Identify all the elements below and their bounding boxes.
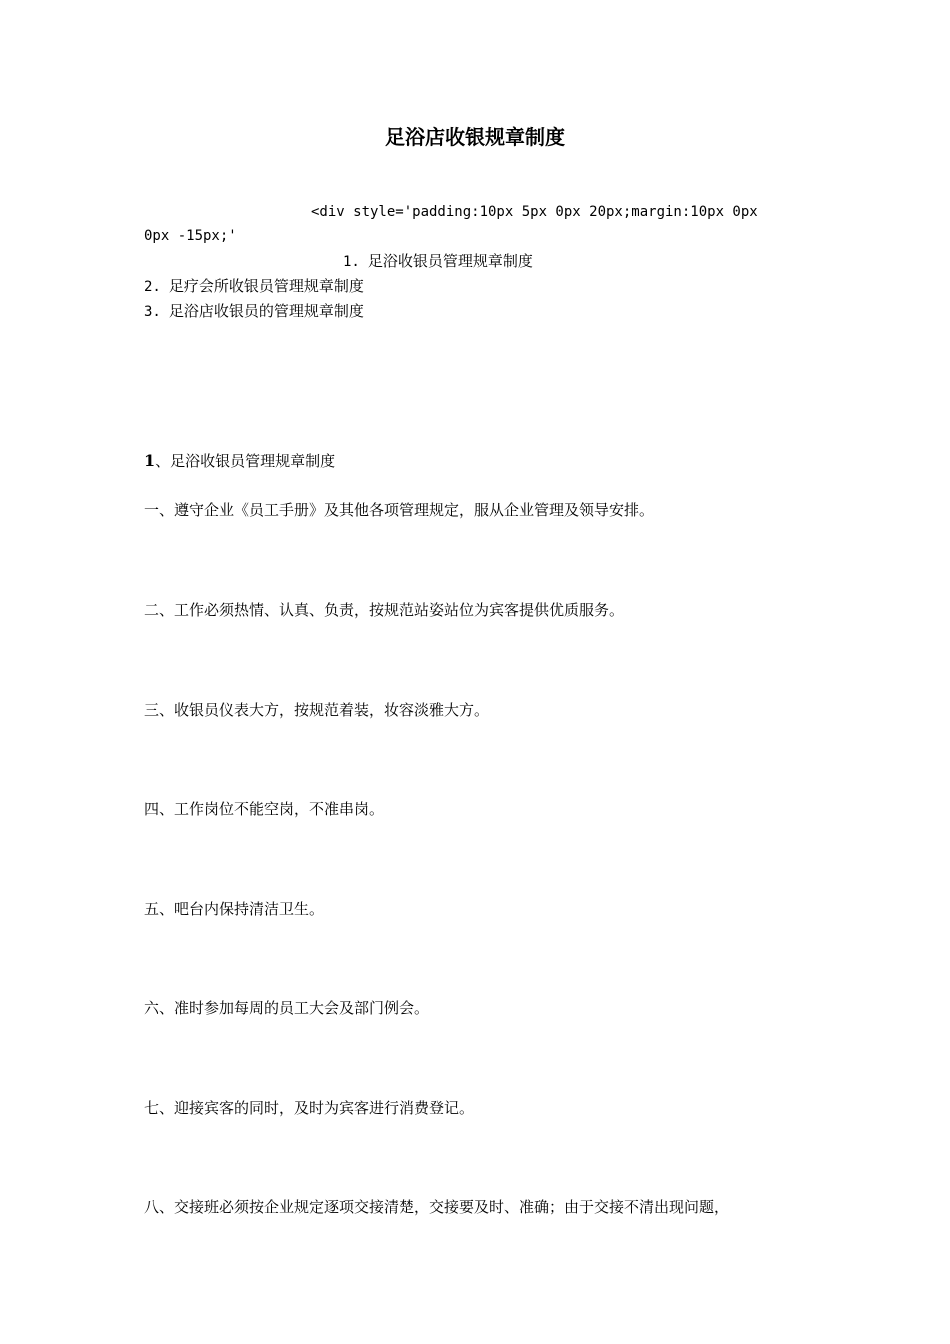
rule-item-2: 二、工作必须热情、认真、负责，按规范站姿站位为宾客提供优质服务。 — [144, 601, 625, 619]
rule-item-4: 四、工作岗位不能空岗，不准串岗。 — [144, 800, 385, 818]
toc-item-number: 3. — [144, 304, 161, 320]
rule-item-1: 一、遵守企业《员工手册》及其他各项管理规定，服从企业管理及领导安排。 — [144, 501, 655, 519]
rule-item-6: 六、准时参加每周的员工大会及部门例会。 — [144, 999, 430, 1017]
section-1-heading — [144, 450, 335, 472]
document-title: 足浴店收银规章制度 — [385, 125, 565, 149]
toc-item-number: 1. — [343, 254, 360, 270]
stray-code-line-2: 0px -15px;' — [144, 228, 237, 244]
rule-item-3: 三、收银员仪表大方，按规范着装，妆容淡雅大方。 — [144, 701, 490, 719]
rule-item-8: 八、交接班必须按企业规定逐项交接清楚，交接要及时、准确；由于交接不清出现问题， — [144, 1198, 730, 1216]
toc-item-1 — [343, 250, 533, 273]
stray-code-line-1: <div style='padding:10px 5px 0px 20px;margin:10px 0px — [311, 204, 758, 220]
section-heading-text: 、足浴收银员管理规章制度 — [155, 452, 336, 470]
rule-item-5: 五、吧台内保持清洁卫生。 — [144, 900, 325, 918]
toc-item-text: 足疗会所收银员管理规章制度 — [168, 277, 364, 295]
toc-item-3 — [144, 300, 364, 323]
toc-item-text: 足浴店收银员的管理规章制度 — [168, 302, 364, 320]
section-number: 1 — [144, 451, 156, 470]
toc-item-text: 足浴收银员管理规章制度 — [367, 252, 533, 270]
rule-item-7: 七、迎接宾客的同时，及时为宾客进行消费登记。 — [144, 1099, 475, 1117]
toc-item-2 — [144, 275, 364, 298]
toc-item-number: 2. — [144, 279, 161, 295]
